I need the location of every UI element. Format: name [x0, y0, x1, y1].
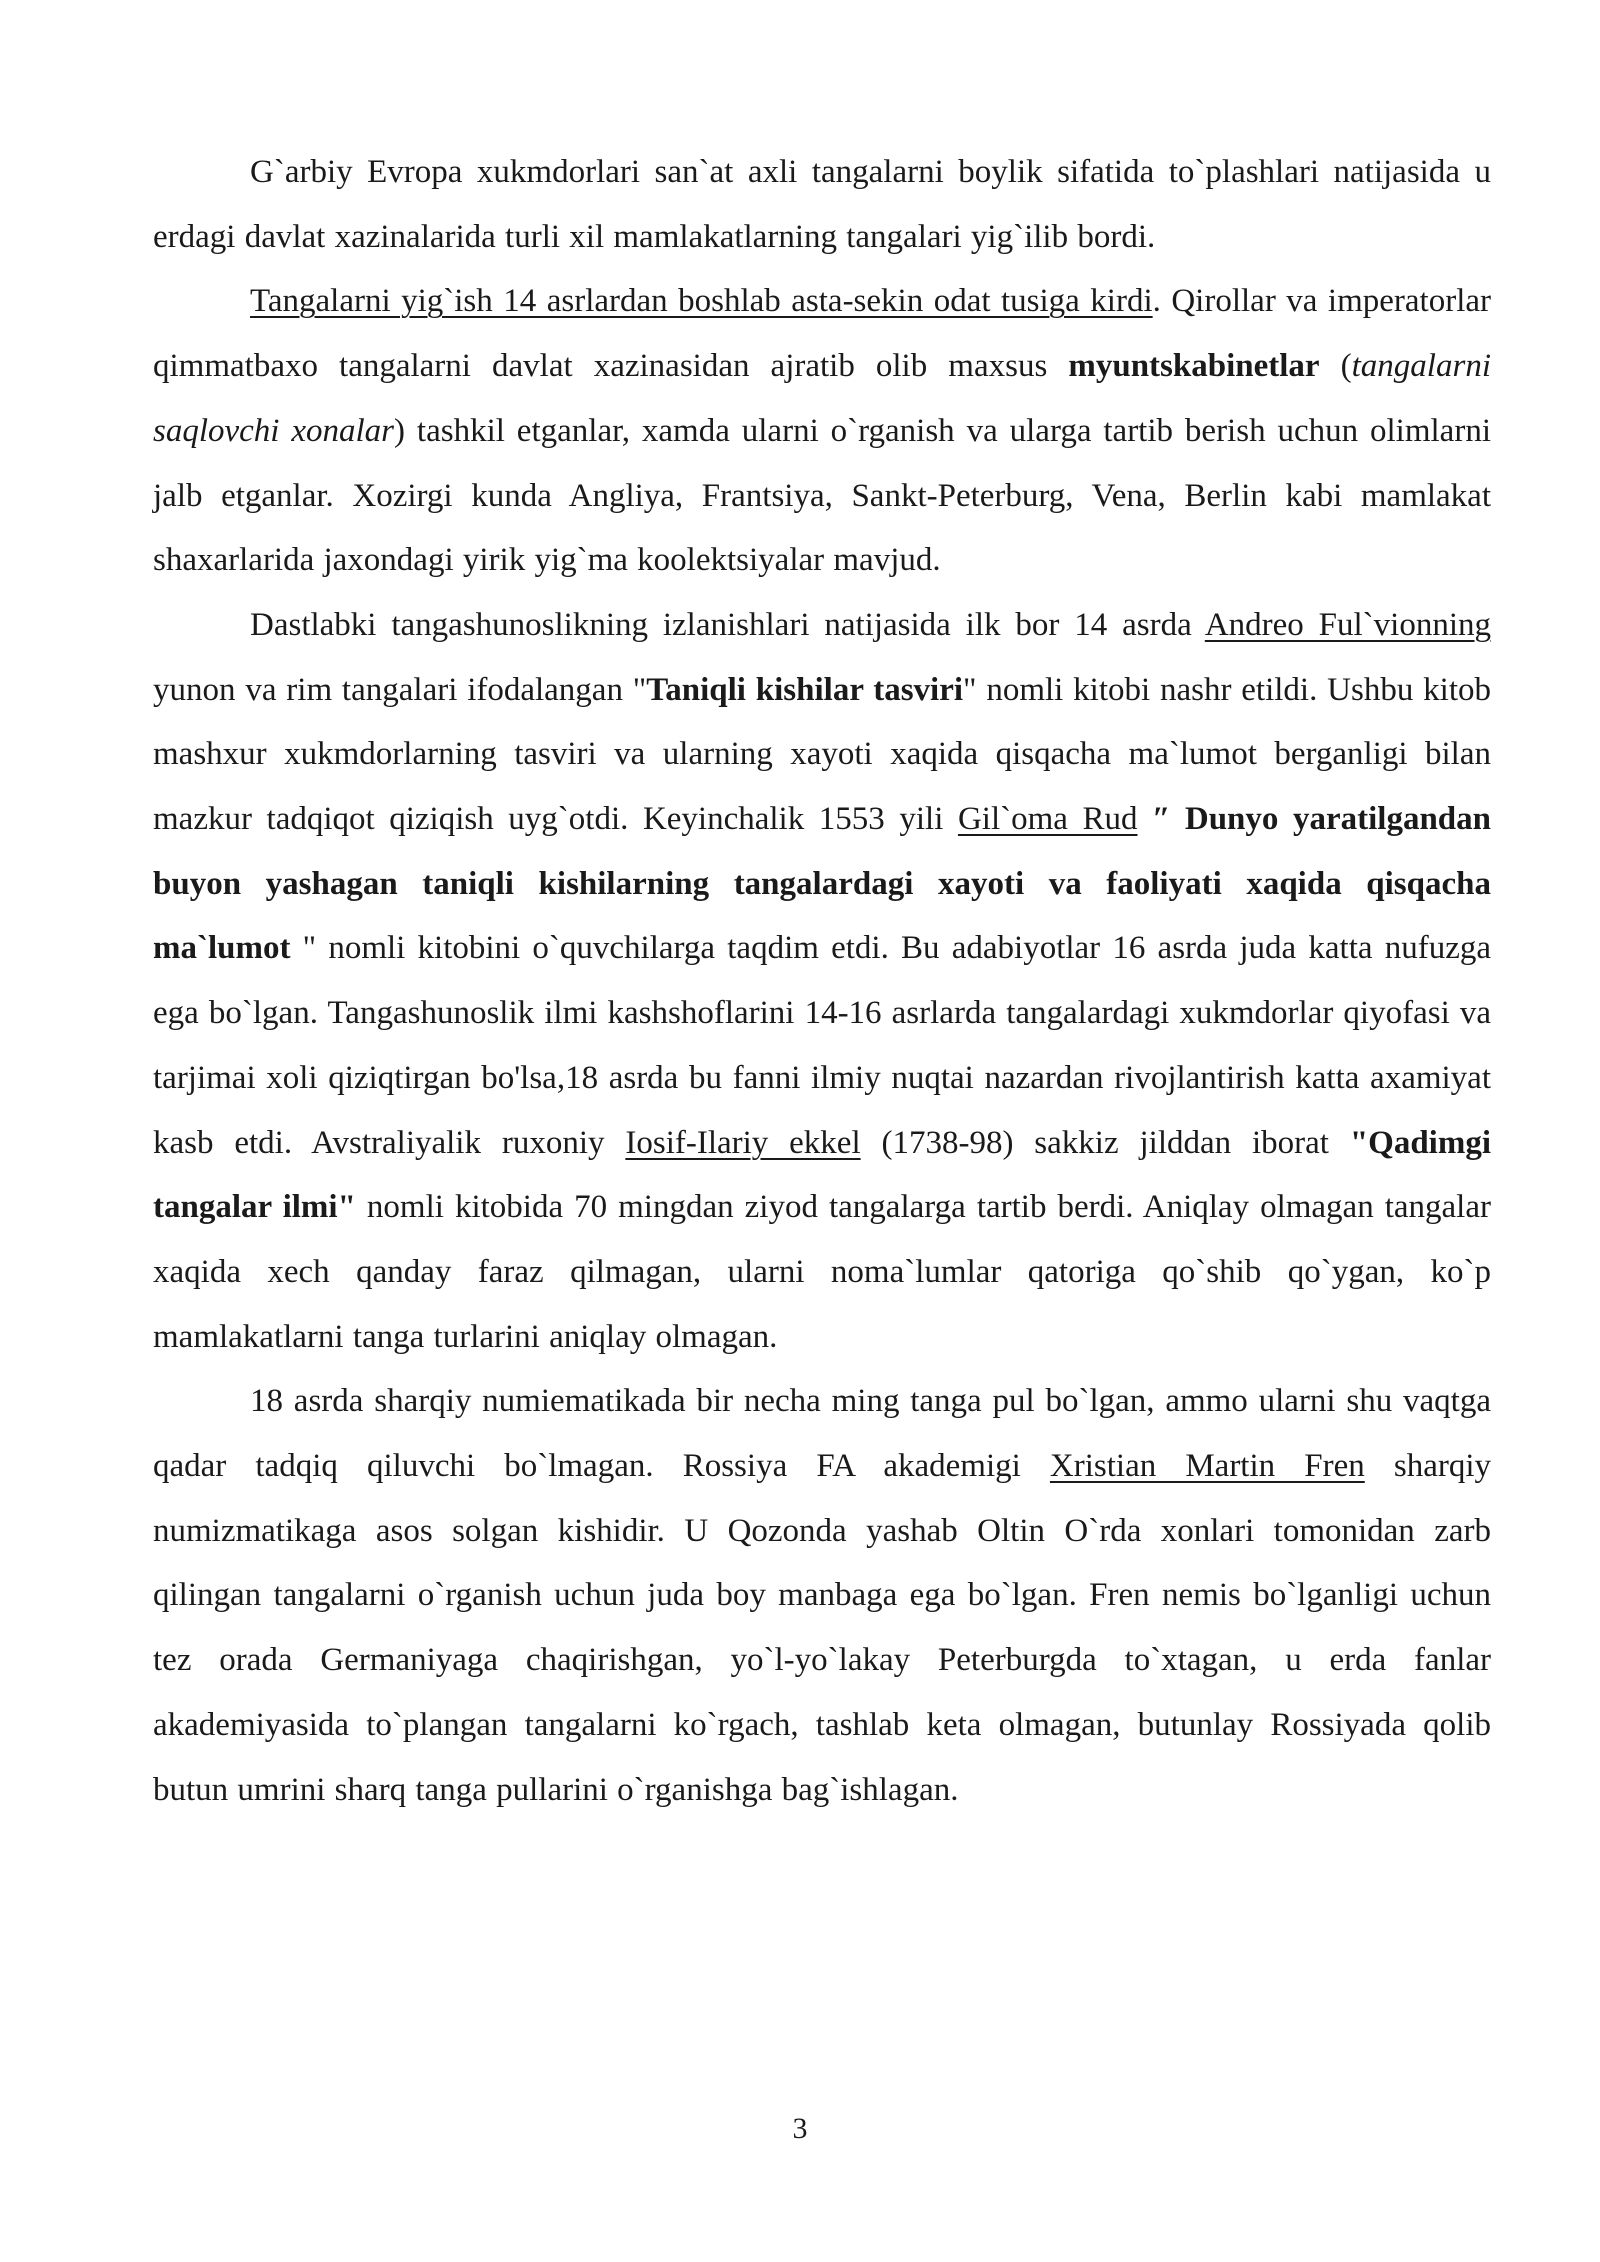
paragraph-3-text: yunon va rim tangalari ifodalangan "	[153, 671, 647, 708]
book-title-qadimgi-tangalar: "Qadimgi tangalar ilmi"	[153, 1124, 1491, 1226]
paragraph-3	[153, 593, 1491, 1369]
author-name-iosif-ilariy-ekkel: Iosif-Ilariy ekkel	[625, 1124, 861, 1161]
paragraph-3-text: Dastlabki tangashunoslikning izlanishlari natijasida ilk bor 14 asrda	[250, 606, 1205, 643]
paragraph-1-text: G`arbiy Evropa xukmdorlari san`at axli tangalarni boylik sifatida to`plashlari natijasida u erdagi davlat xazinalarida turli xil mamlakatlarning tangalari yig`ilib bordi.	[153, 154, 1491, 255]
book-title-taniqli-kishilar: Taniqli kishilar tasviri	[646, 671, 964, 708]
paragraph-3-text: " nomli kitobini o`quvchilarga taqdim etdi. Bu adabiyotlar 16 asrda juda katta nufuzga ega bo`lgan. Tangashunoslik ilmi kashshoflarini 14-16 asrlarda tangalardagi xukmdorlar qiyofasi va tarjimai xoli qiziqtirgan bo'lsa,18 asrda bu fanni ilmiy nuqtai nazardan rivojlantirish katta axamiyat kasb etdi. Avstraliyalik ruxoniy	[153, 930, 1491, 1161]
underlined-phrase: Tangalarni yig`ish 14 asrlardan boshlab asta-sekin odat tusiga kirdi	[250, 283, 1153, 320]
paragraph-2	[153, 269, 1491, 593]
book-title-dunyo-yaratilgandan: ″ Dunyo yaratilgandan buyon yashagan taniqli kishilarning tangalardagi xayoti va faoliyati xaqida qisqacha ma`lumot	[153, 801, 1492, 967]
paragraph-3-text: (1738-98) sakkiz jilddan iborat	[860, 1124, 1350, 1161]
paragraph-2-text: ) tashkil etganlar, xamda ularni o`rganish va ularga tartib berish uchun olimlarni jalb etganlar. Xozirgi kunda Angliya, Frantsiya, Sankt-Peterburg, Vena, Berlin kabi mamlakat shaxarlarida jaxondagi yirik yig`ma koolektsiyalar mavjud.	[153, 412, 1491, 579]
paragraph-2-text: (	[1319, 348, 1352, 385]
author-name-giloma-rud: Gil`oma Rud	[957, 801, 1138, 838]
page-number: 3	[792, 2112, 808, 2145]
paragraph-3-text: " nomli kitobi nashr etildi. Ushbu kitob mashxur xukmdorlarning tasviri va ularning xayoti xaqida qisqacha ma`lumot berganligi bilan mazkur tadqiqot qiziqish uyg`otdi. Keyinchalik 1553 yili	[153, 671, 1491, 838]
paragraph-4-text: 18 asrda sharqiy numiematikada bir necha ming tanga pul bo`lgan, ammo ularni shu vaqtga qadar tadqiq qiluvchi bo`lmagan. Rossiya FA akademigi	[153, 1383, 1491, 1485]
paragraph-2-text: . Qirollar va imperatorlar qimmatbaxo tangalarni davlat xazinasidan ajratib olib maxsus	[153, 283, 1491, 385]
author-name-xristian-martin-fren: Xristian Martin Fren	[1049, 1448, 1365, 1485]
bold-term-myuntskabinetlar: myuntskabinetlar	[1068, 348, 1320, 385]
paragraph-4	[153, 1369, 1491, 1822]
author-name-andreo-fulvion: Andreo Ful`vionning	[1204, 606, 1491, 643]
document-body	[153, 140, 1491, 1822]
italic-definition: tangalarni saqlovchi xonalar	[153, 348, 1491, 449]
paragraph-1	[153, 140, 1491, 269]
paragraph-3-text	[1138, 801, 1153, 837]
paragraph-4-text: sharqiy numizmatikaga asos solgan kishidir. U Qozonda yashab Oltin O`rda xonlari tomonidan zarb qilingan tangalarni o`rganish uchun juda boy manbaga ega bo`lgan. Fren nemis bo`lganligi uchun tez orada Germaniyaga chaqirishgan, yo`l-yo`lakay Peterburgda to`xtagan, u erda fanlar akademiyasida to`plangan tangalarni ko`rgach, tashlab keta olmagan, butunlay Rossiyada qolib butun umrini sharq tanga pullarini o`rganishga bag`ishlagan.	[153, 1448, 1492, 1808]
paragraph-3-text: nomli kitobida 70 mingdan ziyod tangalarga tartib berdi. Aniqlay olmagan tangalar xaqida xech qanday faraz qilmagan, ularni noma`lumlar qatoriga qo`shib qo`ygan, ko`p mamlakatlarni tanga turlarini aniqlay olmagan.	[153, 1189, 1491, 1355]
